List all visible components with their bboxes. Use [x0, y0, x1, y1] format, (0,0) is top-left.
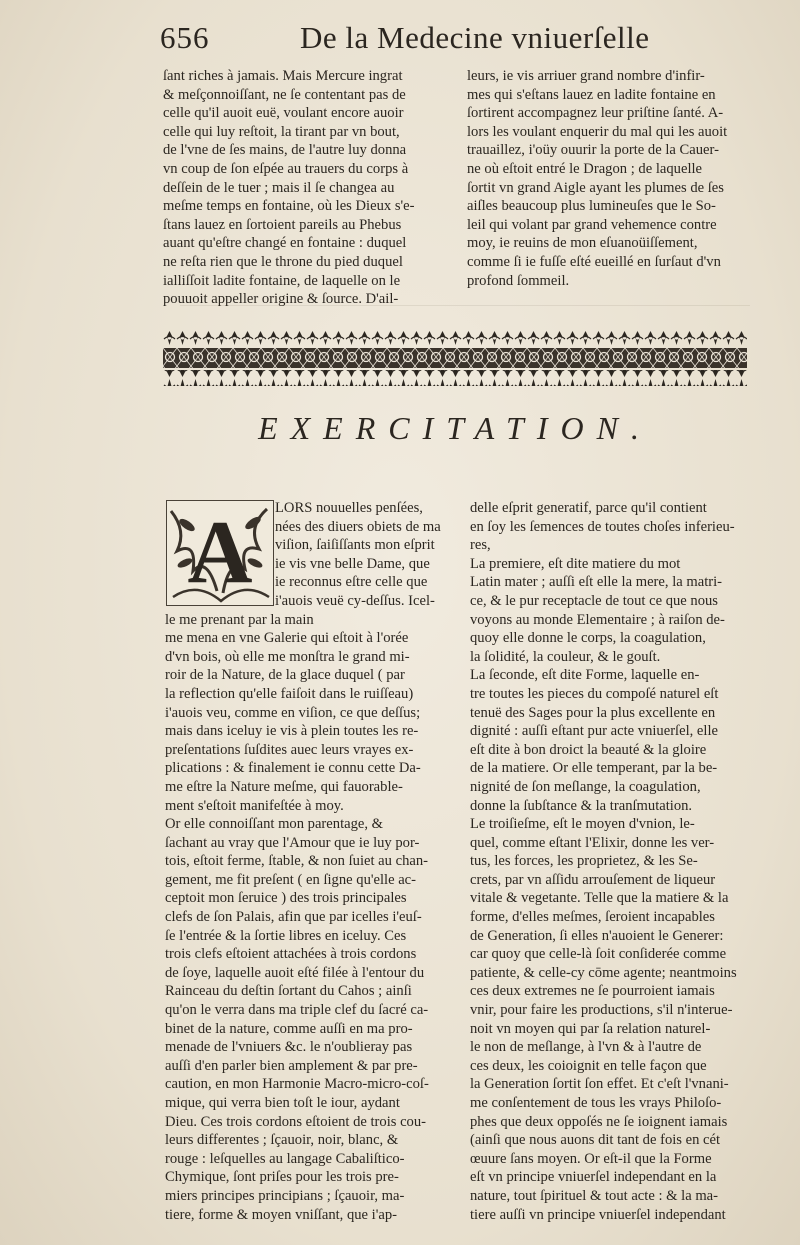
drop-cap-letter: A — [187, 503, 253, 602]
text-line: quel, comme eſtant l'Elixir, donne les ver- — [470, 834, 715, 851]
text-line: celle qui luy reſtoit, la tirant par vn bout, — [163, 123, 400, 140]
text-line: celle qu'il auoit euë, voulant encore auoir — [163, 105, 404, 122]
text-line: forme, d'elles meſmes, ſeroient incapables — [470, 909, 715, 926]
text-line: plications : & finalement ie connu cette Da- — [165, 760, 421, 777]
text-line: de Generation, ſi elles n'auoient le Generer: — [470, 927, 724, 944]
text-line: ces deux extremes ne ſe pourroient iamais — [470, 983, 715, 1000]
text-line: auſſi d'en parler bien amplement & par pre- — [165, 1057, 418, 1074]
text-line: vn coup de ſon eſpée au trauers du corps à — [163, 160, 409, 177]
ornamental-band — [163, 330, 747, 388]
text-line: patiente, & celle-cy cōme agente; neantmoins — [470, 964, 737, 981]
text-line: Le troiſieſme, eſt le moyen d'vnion, le- — [470, 816, 695, 833]
text-line: leil qui volant par grand vehemence contre — [467, 216, 717, 233]
text-line: comme ſi ie fuſſe eſté eueillé en ſurſaut d'vn — [467, 253, 721, 270]
text-line: vnir, pour faire les productions, s'il n'interue- — [470, 1002, 733, 1019]
text-line: ialliſſoit ladite fontaine, de laquelle on le — [163, 272, 401, 289]
text-line: res, — [470, 537, 491, 554]
text-line: donne la ſubſtance & la tranſmutation. — [470, 797, 693, 814]
text-line: car quoy que celle-là ſoit conſiderée comme — [470, 946, 727, 963]
text-line: caution, en mon Harmonie Macro-micro-coſ- — [165, 1076, 429, 1093]
text-line: ſortit vn grand Aigle ayant les plumes de ſes — [467, 179, 724, 196]
text-line: me eſtre la Nature meſme, qui fauorable- — [165, 778, 403, 795]
text-line: La premiere, eſt dite matiere du mot — [470, 555, 681, 572]
text-line: crets, par vn aſſidu arrouſement de liqueur — [470, 871, 716, 888]
text-line: ces deux, les coioignit en telle façon que — [470, 1057, 707, 1074]
text-line: ſortirent accompagnez leur priſtine ſanté. A- — [467, 105, 724, 122]
text-line: le non de meſlange, à l'vn & à l'autre de — [470, 1039, 702, 1056]
running-title: De la Medecine vniuerſelle — [300, 20, 650, 55]
text-line: d'vn bois, où elle me monſtra le grand mi- — [165, 648, 410, 665]
text-line: ce, & le pur receptacle de tout ce que nous — [470, 592, 718, 609]
text-line: La ſeconde, eſt dite Forme, laquelle en- — [470, 667, 700, 684]
bottom-right-column — [470, 499, 748, 1224]
text-line: moy, ie reuins de mon eſuanoüiſſement, — [467, 235, 698, 252]
text-line: la Generation ſortit ſon effet. Et c'eſt l'vnani- — [470, 1076, 729, 1093]
text-line: noit vn moyen qui par ſa relation naturel- — [470, 1020, 711, 1037]
top-right-column — [467, 67, 747, 290]
text-line: mique, qui verra bien toſt le iour, aydant — [165, 1095, 400, 1111]
text-line: & meſçonnoiſſant, ne ſe contentant pas de — [163, 86, 406, 103]
text-line: eſt dite à bon droict la beauté & la gloire — [470, 741, 707, 758]
text-line: dignité : auſſi eſtant pur acte vniuerſel, elle — [470, 723, 719, 740]
text-line: nignité de ſon meſlange, la coagulation, — [470, 778, 701, 795]
text-line: tenuë des Sages pour la plus excellente en — [470, 704, 716, 721]
running-head — [160, 18, 760, 64]
text-line: de ſoye, laquelle auoit eſté filée à l'entour du — [165, 964, 425, 981]
text-line: œuure ſans moyen. Or eſt-il que la Forme — [470, 1150, 712, 1167]
text-line: leurs, ie vis arriuer grand nombre d'infir- — [467, 68, 705, 84]
page-stain — [180, 305, 750, 306]
text-line: roir de la Nature, de la glace duquel ( par — [165, 667, 405, 684]
text-line: preſentations ſuſdites auec leurs vrayes ex- — [165, 741, 414, 758]
text-line: rouge : leſquelles au langage Cabaliſtico- — [165, 1150, 405, 1167]
text-line: profond ſommeil. — [467, 272, 570, 289]
text-line: ſant riches à jamais. Mais Mercure ingrat — [163, 68, 403, 84]
text-line: ie vis vne belle Dame, que — [275, 555, 430, 572]
text-line: Latin mater ; auſſi eſt elle la mere, la matri- — [470, 574, 723, 591]
text-line: deſſein de le tuer ; mais il ſe changea au — [163, 179, 395, 196]
text-line: la ſolidité, la couleur, & le gouſt. — [470, 648, 661, 665]
text-line: trois clefs eſtoient attachées à trois cordons — [165, 946, 417, 963]
text-line: Rainceau du deſtin ſortant du Cahos ; ainſi — [165, 983, 412, 1000]
text-line: ſe l'entrée & la ſortie libres en iceluy. Ces — [165, 927, 407, 944]
text-line: pouuoit appeller origine & ſource. D'ail- — [163, 291, 399, 308]
text-line: me mena en vne Galerie qui eſtoit à l'orée — [165, 630, 409, 647]
text-line: LORS nouuelles penſées, — [275, 500, 423, 516]
text-line: Chymique, ſont priſes pour les trois pre- — [165, 1169, 399, 1186]
text-line: ne où eſtoit entré le Dragon ; de laquelle — [467, 160, 703, 177]
text-line: leurs differentes ; ſçauoir, noir, blanc, & — [165, 1132, 399, 1149]
text-line: tiere auſſi vn principe vniuerſel independant — [470, 1206, 726, 1223]
text-line: ſachant au vray que l'Amour que ie luy por- — [165, 834, 420, 851]
text-line: miers principes principians ; ſçauoir, ma- — [165, 1187, 405, 1204]
text-line: voyons au monde Elementaire ; à raiſon de- — [470, 611, 725, 628]
text-line: i'auois veuë cy-deſſus. Icel- — [275, 592, 435, 609]
text-line: tois, eſtoit ferme, ſtable, & non ſuiet au chan- — [165, 853, 429, 870]
text-line: meſme temps en fontaine, où les Dieux s'e- — [163, 198, 415, 215]
text-line: ſtans lauez en ſortoient pareils au Phebus — [163, 216, 402, 233]
text-line: en ſoy les ſemences de toutes choſes inferieu- — [470, 518, 735, 535]
text-line: la reflection qu'elle faiſoit dans le ruiſſeau) — [165, 685, 414, 702]
text-line: tus, les forces, les proprietez, & les Se- — [470, 853, 698, 870]
text-line: le me prenant par la main — [165, 611, 314, 628]
bottom-left-column — [165, 499, 455, 1224]
top-left-column — [163, 67, 451, 309]
text-line: binet de la nature, comme auſſi en ma pro- — [165, 1020, 413, 1037]
text-line: ment s'eſtoit manifeſtée à moy. — [165, 797, 344, 814]
text-line: viſion, ſaiſiſſants mon eſprit — [275, 537, 435, 554]
text-line: nées des diuers obiets de ma — [275, 518, 441, 535]
text-line: delle eſprit generatif, parce qu'il contient — [470, 500, 707, 516]
text-line: mes qui s'eſtans lauez en ladite fontaine en — [467, 86, 716, 103]
text-line: trauaillez, i'oüy ouurir la porte de la Cauer- — [467, 142, 719, 159]
text-line: aiſles beaucoup plus lumineuſes que le So- — [467, 198, 716, 215]
text-line: qu'on le verra dans ma triple clef du ſacré ca- — [165, 1002, 429, 1019]
text-line: tiere, forme & moyen vniſſant, que i'ap- — [165, 1206, 398, 1223]
text-line: lors les voulant enquerir du mal qui les auoit — [467, 123, 728, 140]
text-line: menade de l'vniuers &c. le n'oublieray pas — [165, 1039, 413, 1056]
text-line: auant qu'eſtre changé en fontaine : duquel — [163, 235, 407, 252]
text-line: vitale & vegetante. Telle que la matiere & la — [470, 890, 729, 907]
text-line: tre toutes les pieces du compoſé naturel eſt — [470, 685, 719, 702]
section-heading: EXERCITATION. — [258, 410, 652, 446]
text-line: (ainſi que nous auons dit tant de fois en cét — [470, 1132, 721, 1149]
text-line: eſt vn principe vniuerſel independant en la — [470, 1169, 717, 1186]
text-line: ceptoit mon ſeruice ) des trois principales — [165, 890, 407, 907]
text-line: nature, tout ſpirituel & tout acte : & la ma- — [470, 1187, 719, 1204]
text-line: i'auois veu, comme en viſion, ce que deſſus; — [165, 704, 421, 721]
text-line: Dieu. Ces trois cordons eſtoient de trois cou- — [165, 1113, 427, 1130]
text-line: de la matiere. Or elle temperant, par la be- — [470, 760, 718, 777]
ornament-pattern-icon — [163, 330, 747, 388]
text-line: quoy elle donne le corps, la coagulation, — [470, 630, 706, 647]
text-line: clefs de ſon Palais, afin que par icelles i'euſ- — [165, 909, 422, 926]
text-line: ne reſta rien que le throne du pied duquel — [163, 253, 403, 270]
page-number: 656 — [160, 20, 210, 55]
text-line: mais dans iceluy ie vis à plein toutes les re- — [165, 723, 419, 740]
text-line: de l'vne de ſes mains, de l'autre luy donna — [163, 142, 407, 159]
text-line: ie reconnus eſtre celle que — [275, 574, 428, 591]
text-line: gement, me fit preſent ( en ſigne qu'elle ac- — [165, 871, 417, 888]
text-line: Or elle connoiſſant mon parentage, & — [165, 816, 384, 833]
text-line: me conſentement de tous les vrays Philoſo- — [470, 1095, 722, 1111]
text-line: phes que deux oppoſés ne ſe ioignent iamais — [470, 1113, 728, 1130]
